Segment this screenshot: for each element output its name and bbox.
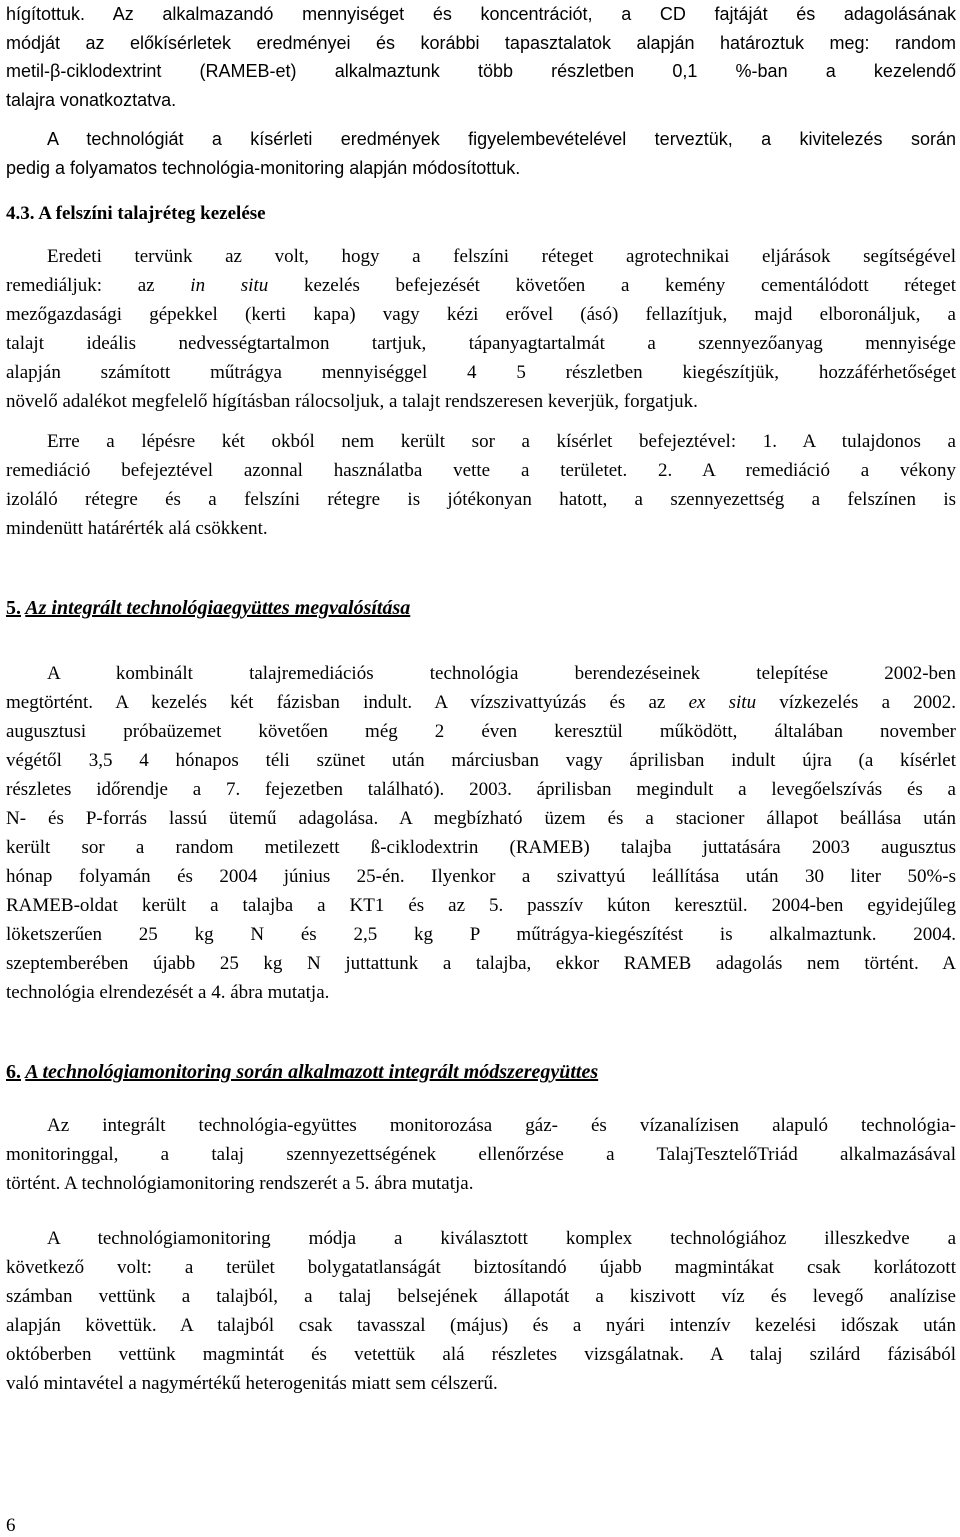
text-line: következő volt: a terület bolygatatlanságát biztosítandó újabb magmintákat csak korlátozott — [6, 1257, 956, 1278]
text-line: A technológiamonitoring módja a kiválasztott komplex technológiához illeszkedve a — [47, 1228, 956, 1249]
text-line — [6, 271, 956, 300]
text-line: módját az előkísérletek eredményei és korábbi tapasztalatok alapján határoztuk meg: random — [6, 32, 956, 53]
text-line: számban vettünk a talajból, a talaj belsejének állapotát a kiszivott víz és levegő analízise — [6, 1286, 956, 1307]
text-line: mindenütt határérték alá csökkent. — [6, 518, 268, 539]
text-line: alapján követtük. A talajból csak tavasszal (május) és a nyári intenzív kezelési időszak után — [6, 1315, 956, 1336]
subsection-heading-4-3: 4.3. A felszíni talajréteg kezelése — [6, 203, 266, 224]
text-line: hígítottuk. Az alkalmazandó mennyiséget és koncentrációt, a CD fajtáját és adagolásának — [6, 4, 956, 24]
text-line: került sor a random metilezett ß-ciklodextrin (RAMEB) talajba juttatására 2003 augusztus — [6, 837, 956, 858]
section-number: 5. — [6, 597, 21, 619]
text-line: A kombinált talajremediációs technológia berendezéseinek telepítése 2002-ben — [47, 663, 956, 684]
text-line: technológia elrendezését a 4. ábra mutatja. — [6, 982, 330, 1003]
text-segment: megtörtént. A kezelés két fázisban indult. A vízszivattyúzás és az — [6, 692, 689, 713]
text-line: alapján számított műtrágya mennyiséggel 4 5 részletben kiegészítjük, hozzáférhetőséget — [6, 362, 956, 383]
text-segment: vízkezelés a 2002. — [756, 692, 956, 713]
text-line: remediáció befejeztével azonnal használatba vette a területet. 2. A remediáció a vékony — [6, 460, 956, 481]
paragraph-technology-design — [6, 125, 956, 182]
text-line: végétől 3,5 4 hónapos téli szünet után márciusban vagy áprilisban indult újra (a kísérlet — [6, 750, 956, 771]
text-line: metil-β-ciklodextrint (RAMEB-et) alkalmaztunk több részletben 0,1 %-ban a kezelendő — [6, 61, 956, 82]
paragraph-rameb-dosage — [6, 0, 956, 115]
text-segment: kezelés befejezését követően a kemény cementálódott réteget — [268, 275, 956, 296]
italic-term-in-situ: in situ — [190, 275, 269, 296]
paragraph-step-omitted — [6, 427, 956, 543]
italic-term-ex-situ: ex situ — [688, 692, 757, 713]
text-line: hónap folyamán és 2004 június 25-én. Ilyenkor a szivattyú leállítása után 30 liter 50%-s — [6, 866, 956, 887]
text-line: löketszerűen 25 kg N és 2,5 kg P műtrágya-kiegészítést is alkalmaztunk. 2004. — [6, 924, 956, 945]
text-segment: remediáljuk: az — [6, 275, 191, 296]
text-line: A technológiát a kísérleti eredmények figyelembevételével terveztük, a kivitelezés során — [47, 129, 956, 149]
text-line: izoláló rétegre és a felszíni rétegre is jótékonyan hatott, a szennyezettség a felszínen is — [6, 489, 956, 510]
text-line: Az integrált technológia-együttes monitorozása gáz- és vízanalízisen alapuló technológia- — [47, 1115, 956, 1136]
section-title: A technológiamonitoring során alkalmazott integrált módszeregyüttes — [25, 1061, 599, 1083]
section-number: 6. — [6, 1061, 21, 1083]
text-line: történt. A technológiamonitoring rendszerét a 5. ábra mutatja. — [6, 1173, 474, 1194]
section-title: Az integrált technológiaegyüttes megvalósítása — [25, 597, 411, 619]
text-line: szeptemberében újabb 25 kg N juttattunk a talajba, ekkor RAMEB adagolás nem történt. A — [6, 953, 956, 974]
text-line: Erre a lépésre két okból nem került sor a kísérlet befejeztével: 1. A tulajdonos a — [47, 431, 956, 452]
text-line: N- és P-forrás lassú ütemű adagolása. A megbízható üzem és a stacioner állapot beállása után — [6, 808, 956, 829]
paragraph-implementation — [6, 659, 956, 1007]
text-line: növelő adalékot megfelelő hígításban rálocsoljuk, a talajt rendszeresen keverjük, forgatjuk. — [6, 391, 698, 412]
text-line: talajt ideális nedvességtartalmon tartjuk, tápanyagtartalmát a szennyezőanyag mennyisége — [6, 333, 956, 354]
text-line: augusztusi próbaüzemet követően még 2 éven keresztül működött, általában november — [6, 721, 956, 742]
page-number: 6 — [6, 1515, 16, 1536]
text-line: talajra vonatkoztatva. — [6, 90, 177, 111]
section-heading-5 — [6, 594, 410, 623]
text-line: való mintavétel a nagymértékű heterogenitás miatt sem célszerű. — [6, 1373, 498, 1394]
text-line — [6, 688, 956, 717]
text-line: októberben vettünk magmintát és vetettük alá részletes vizsgálatnak. A talaj szilárd fázisából — [6, 1344, 956, 1365]
text-line: pedig a folyamatos technológia-monitoring alapján módosítottuk. — [6, 157, 521, 178]
text-line: mezőgazdasági gépekkel (kerti kapa) vagy kézi erővel (ásó) fellazítjuk, majd elboronáljuk, a — [6, 304, 956, 325]
text-line: monitoringgal, a talaj szennyezettségének ellenőrzése a TalajTesztelőTriád alkalmazásával — [6, 1144, 956, 1165]
text-line: részletes időrendje a 7. fejezetben található). 2003. áprilisban megindult a levegőelszívás és a — [6, 779, 956, 800]
paragraph-original-plan — [6, 242, 956, 416]
text-line: RAMEB-oldat került a talajba a KT1 és az 5. passzív kúton keresztül. 2004-ben egyidejűleg — [6, 895, 956, 916]
text-line: Eredeti tervünk az volt, hogy a felszíni réteget agrotechnikai eljárások segítségével — [47, 246, 956, 267]
section-heading-6 — [6, 1058, 598, 1087]
paragraph-monitoring-method — [6, 1224, 956, 1398]
paragraph-monitoring-intro — [6, 1111, 956, 1198]
